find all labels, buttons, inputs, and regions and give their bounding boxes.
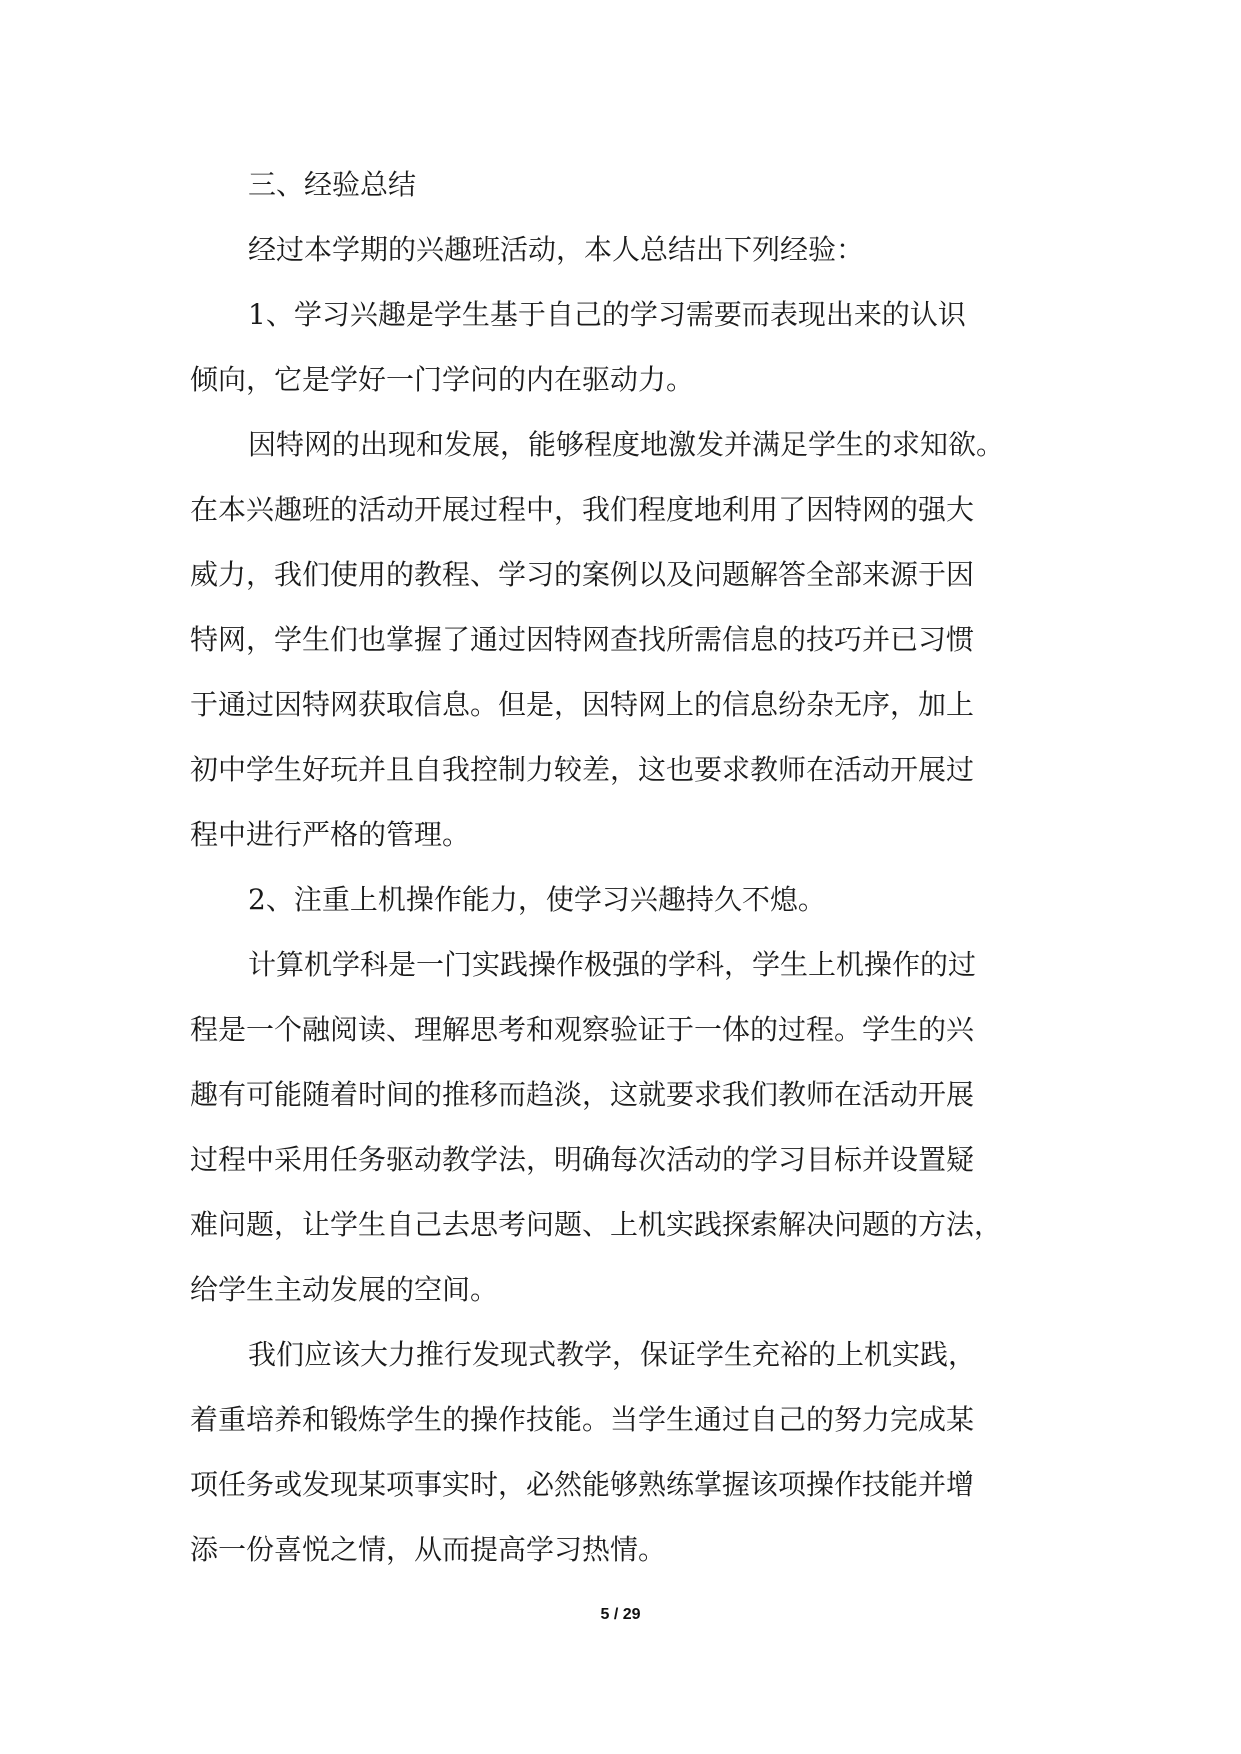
paragraph-line: 过程中采用任务驱动教学法，明确每次活动的学习目标并设置疑: [190, 1143, 975, 1176]
paragraph-line: 因特网的出现和发展，能够程度地激发并满足学生的求知欲。: [248, 428, 1005, 461]
paragraph-line: 着重培养和锻炼学生的操作技能。当学生通过自己的努力完成某: [190, 1403, 975, 1436]
paragraph-line: 1、学习兴趣是学生基于自己的学习需要而表现出来的认识: [248, 298, 966, 331]
section-heading: 三、经验总结: [248, 168, 417, 201]
paragraph-line: 在本兴趣班的活动开展过程中，我们程度地利用了因特网的强大: [190, 493, 975, 526]
paragraph-line: 程是一个融阅读、理解思考和观察验证于一体的过程。学生的兴: [190, 1013, 975, 1046]
paragraph-line: 难问题，让学生自己去思考问题、上机实践探索解决问题的方法，: [190, 1208, 1003, 1241]
paragraph-line: 威力，我们使用的教程、学习的案例以及问题解答全部来源于因: [190, 558, 975, 591]
document-body: [190, 152, 1062, 1582]
paragraph-line: 经过本学期的兴趣班活动，本人总结出下列经验：: [248, 233, 865, 266]
paragraph-line: 于通过因特网获取信息。但是，因特网上的信息纷杂无序，加上: [190, 688, 975, 721]
paragraph-line: 初中学生好玩并且自我控制力较差，这也要求教师在活动开展过: [190, 753, 975, 786]
paragraph-line: 添一份喜悦之情，从而提高学习热情。: [190, 1533, 667, 1566]
paragraph-line: 趣有可能随着时间的推移而趋淡，这就要求我们教师在活动开展: [190, 1078, 975, 1111]
paragraph-line: 程中进行严格的管理。: [190, 818, 471, 851]
paragraph-line: 给学生主动发展的空间。: [190, 1273, 499, 1306]
page-number: 5 / 29: [600, 1606, 641, 1623]
paragraph-line: 我们应该大力推行发现式教学，保证学生充裕的上机实践，: [248, 1338, 977, 1371]
paragraph-line: 2、注重上机操作能力，使学习兴趣持久不熄。: [248, 883, 826, 916]
paragraph-line: 计算机学科是一门实践操作极强的学科，学生上机操作的过: [248, 948, 977, 981]
paragraph-line: 特网，学生们也掌握了通过因特网查找所需信息的技巧并已习惯: [190, 623, 975, 656]
paragraph-line: 项任务或发现某项事实时，必然能够熟练掌握该项操作技能并增: [190, 1468, 975, 1501]
paragraph-line: 倾向，它是学好一门学问的内在驱动力。: [190, 363, 695, 396]
